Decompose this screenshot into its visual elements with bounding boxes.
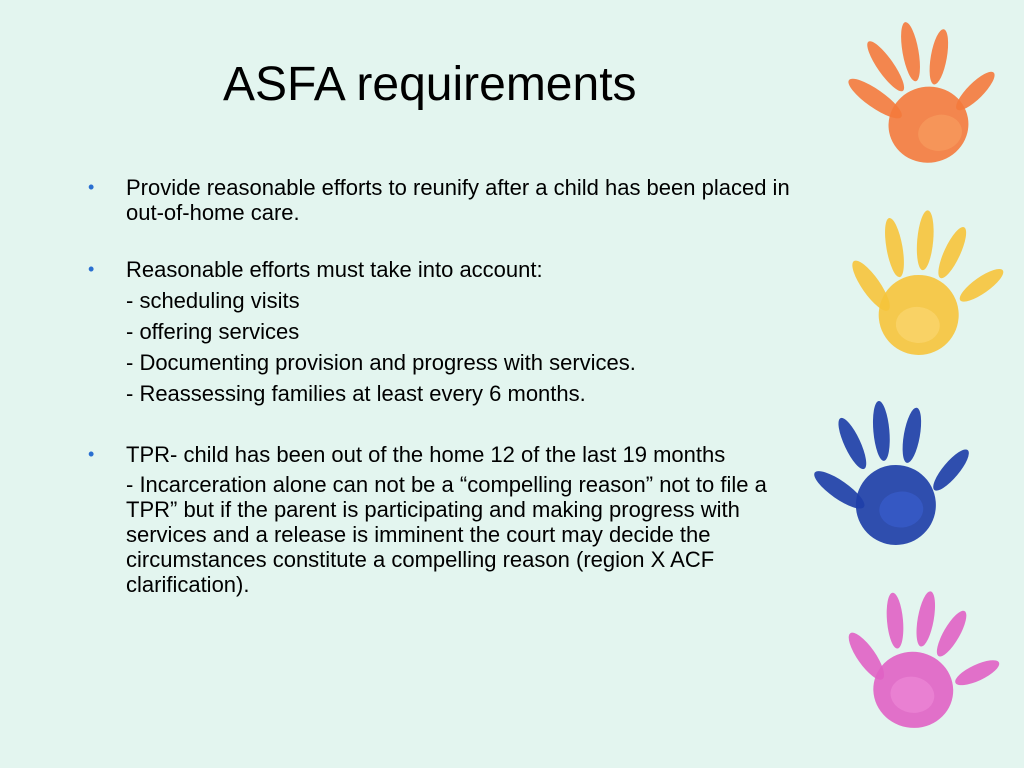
bullet-text: TPR- child has been out of the home 12 of the last 19 months: [126, 442, 726, 467]
sub-item: - offering services: [126, 319, 300, 344]
bullet-dot-icon: •: [88, 177, 95, 197]
bullet-item: [88, 175, 798, 225]
yellow-handprint-icon: [839, 204, 1012, 363]
slide-title: ASFA requirements: [223, 58, 637, 111]
blue-handprint-icon: [803, 393, 981, 552]
pink-handprint-icon: [830, 578, 1014, 742]
sub-item: - scheduling visits: [126, 288, 300, 313]
bullet-text: Reasonable efforts must take into account:: [126, 257, 543, 282]
bullet-dot-icon: •: [88, 444, 95, 464]
bullet-text: Provide reasonable efforts to reunify after a child has been placed in out-of-home care.: [126, 175, 790, 225]
orange-handprint-icon: [834, 8, 1011, 176]
sub-item: - Documenting provision and progress with services.: [126, 350, 636, 375]
bullet-item: [88, 257, 798, 282]
bullet-item: [88, 442, 798, 467]
slide-body: [88, 175, 798, 597]
handprints-decoration: [800, 0, 1024, 768]
sub-item: - Incarceration alone can not be a “compelling reason” not to file a TPR” but if the parent is participating and making progress with services and a release is imminent the court may decide the circumstances constitute a compelling reason (region X ACF clarification).: [126, 472, 767, 597]
bullet-dot-icon: •: [88, 259, 95, 279]
sub-item: - Reassessing families at least every 6 months.: [126, 381, 586, 406]
